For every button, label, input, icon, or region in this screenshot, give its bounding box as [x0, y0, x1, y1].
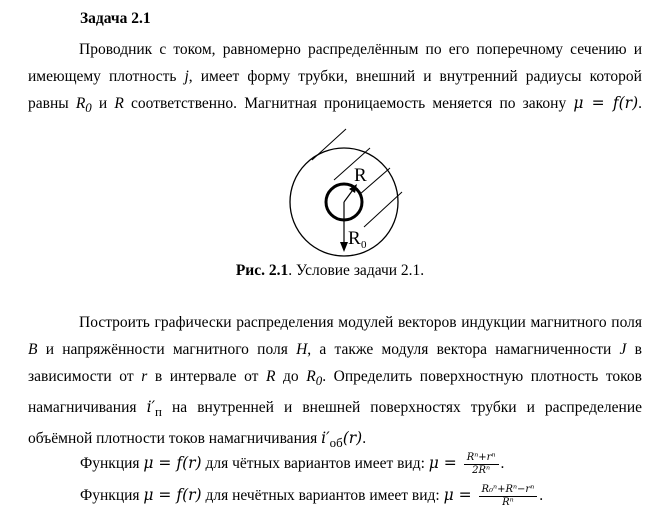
fraction-even: $\frac{\text{Rⁿ+rⁿ}}{\text{2Rⁿ}}$: [464, 452, 499, 477]
task-statement: Построить графически распределения модулей векторов индукции магнитного поля B и напряжённости магнитного поля H, а также модуля вектора намагниченности J в зависимости от r в интервале от R до $R_0$. Определить поверхностную плотность токов намагничивания $i'_п$ на внутренней и внешней поверхностях трубки и распределение объёмной плотности токов намагничивания $i'_{об}(r)$.: [28, 314, 642, 451]
figure-caption: Рис. 2.1. Условие задачи 2.1.: [235, 262, 425, 279]
fraction-odd: $\frac{\text{R₀ⁿ+Rⁿ−rⁿ}}{\text{Rⁿ}}$: [479, 484, 538, 509]
label-R0-subscript: 0: [361, 239, 367, 251]
label-R0: R: [348, 228, 361, 249]
label-R: R: [354, 165, 367, 186]
outer-radius-arrowhead: [340, 242, 348, 252]
hatch-line: [364, 192, 402, 227]
function-even: Функция μ = f(r) для чётных вариантов имеет вид: μ = $\frac{\text{Rⁿ+rⁿ}}{\text{2Rⁿ}}$ .: [80, 452, 505, 476]
hatch-line: [312, 129, 346, 160]
problem-title: Задача 2.1: [80, 10, 151, 27]
problem-statement: Проводник с током, равномерно распределённым по его поперечному сечению и имеющему плотность j, имеет форму трубки, внешний и внутренний радиусы которой равны $R_0$ и R соответственно. Магнитная проницаемость меняется по закону μ = f(r).: [28, 41, 642, 116]
function-odd: Функция μ = f(r) для нечётных вариантов имеет вид: μ = $\frac{\text{R₀ⁿ+Rⁿ−rⁿ}}{\text{Rⁿ}}$ .: [80, 484, 544, 508]
tube-figure: [284, 128, 404, 260]
